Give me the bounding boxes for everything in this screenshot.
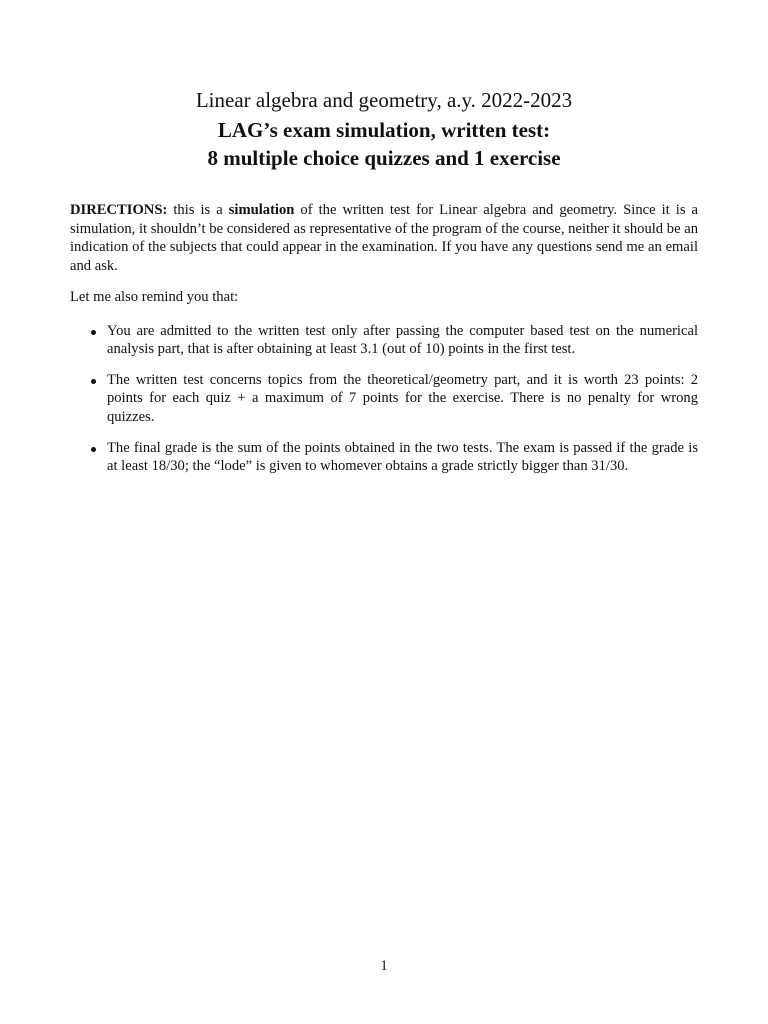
directions-text-before: this is a — [167, 202, 229, 218]
directions-text-after: of the written test for Linear algebra and geometry. Since it is a simulation, it shouldn’t be considered as representative of the program of the course, neither it should be an indication of the subjects that could appear in the examination. If you have any questions send me an email and ask. — [70, 202, 698, 274]
document-page — [70, 86, 698, 488]
list-item-text: You are admitted to the written test only after passing the computer based test on the numerical analysis part, that is after obtaining at least 3.1 (out of 10) points in the first test. — [107, 322, 698, 358]
list-item — [70, 439, 698, 476]
directions-emphasis: simulation — [228, 202, 295, 218]
directions-label: DIRECTIONS: — [70, 202, 168, 218]
reminder-list — [70, 322, 698, 476]
bullet-icon — [91, 379, 96, 384]
course-subtitle: Linear algebra and geometry, a.y. 2022-2023 — [195, 88, 573, 112]
page-number: 1 — [380, 958, 388, 974]
list-item-text: The final grade is the sum of the points obtained in the two tests. The exam is passed if the grade is at least 18/30; the “lode” is given to whomever obtains a grade strictly bigger than 31/30. — [107, 439, 698, 475]
reminder-lead: Let me also remind you that: — [70, 289, 239, 306]
list-item — [70, 322, 698, 359]
bullet-icon — [91, 330, 96, 335]
bullet-icon — [91, 447, 96, 452]
exam-title-line-2: 8 multiple choice quizzes and 1 exercise — [207, 146, 561, 170]
list-item — [70, 371, 698, 427]
list-item-text: The written test concerns topics from the theoretical/geometry part, and it is worth 23 points: 2 points for each quiz + a maximum of 7 points for the exercise. There is no penalty for wrong quizzes. — [107, 371, 698, 425]
directions-paragraph — [70, 201, 698, 275]
document-header — [70, 86, 698, 172]
exam-title-line-1: LAG’s exam simulation, written test: — [217, 118, 551, 142]
